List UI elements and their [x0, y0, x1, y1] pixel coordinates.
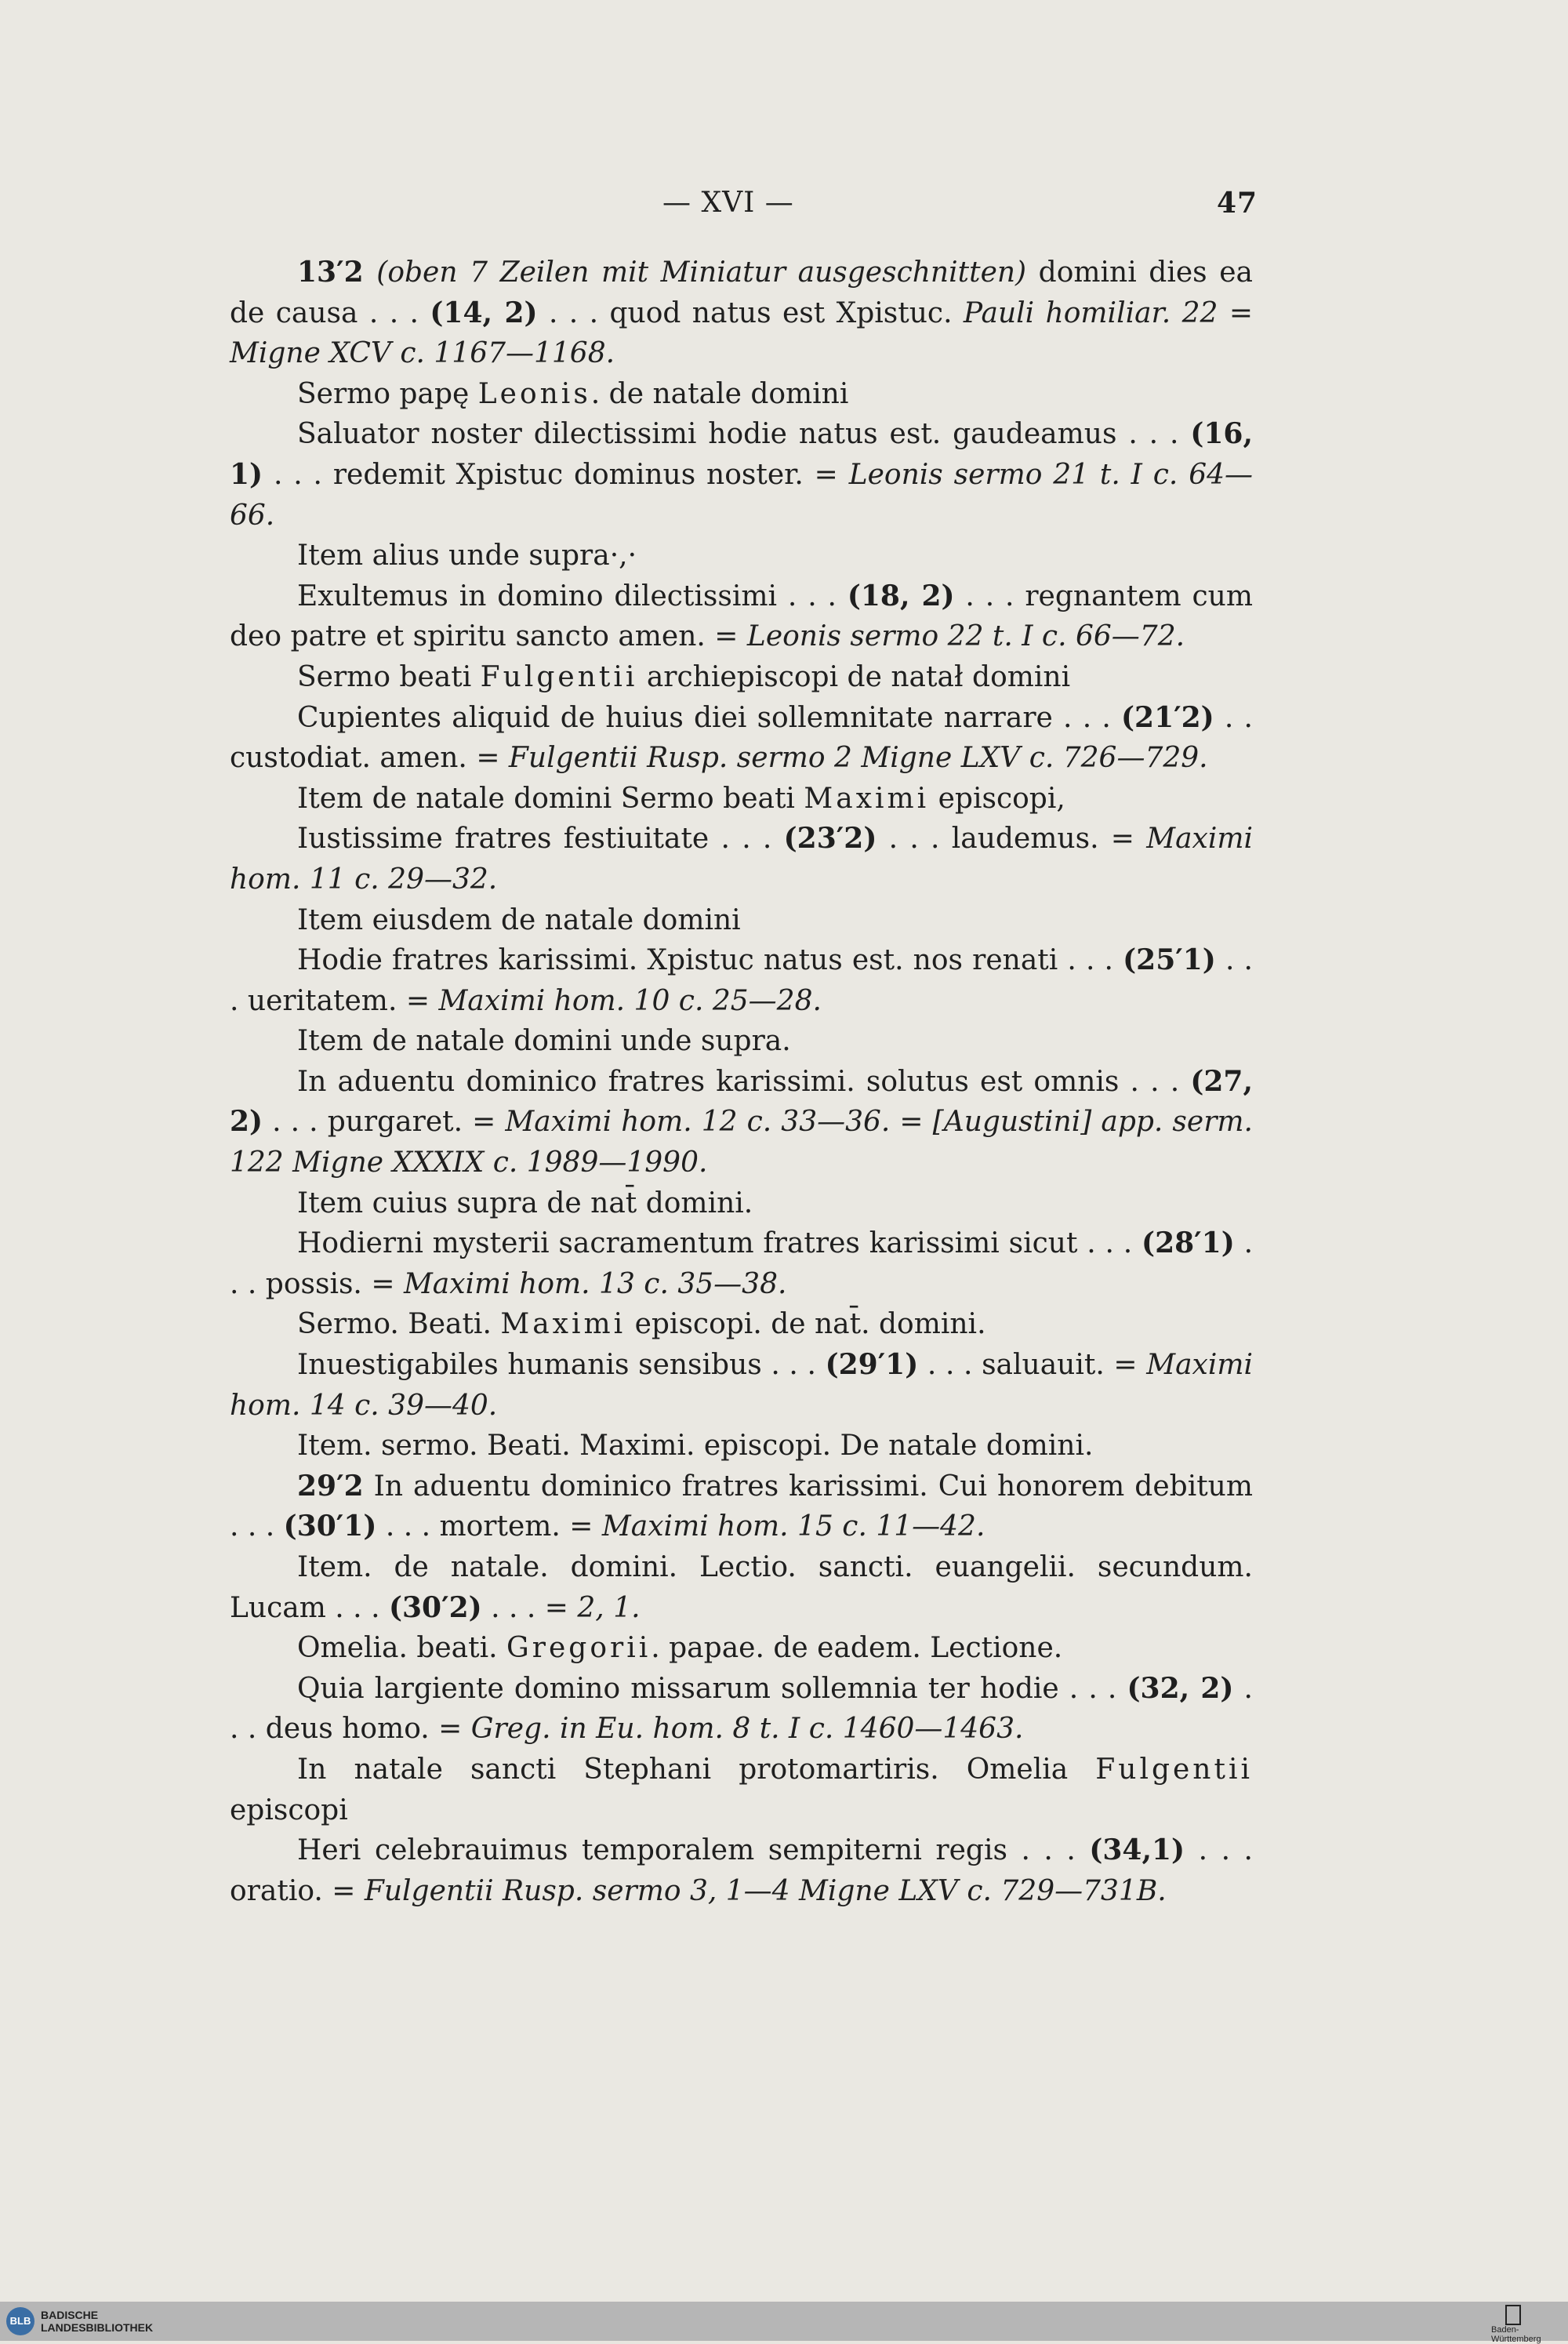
text-segment: . . . purgaret. =	[263, 1106, 506, 1139]
text-paragraph	[230, 1669, 1253, 1750]
library-name-line2: LANDESBIBLIOTHEK	[41, 2321, 154, 2334]
text-segment: episcopi,	[929, 782, 1065, 815]
text-segment: domini dies ea de causa . . .	[230, 256, 1253, 329]
text-segment: (18, 2)	[847, 579, 955, 612]
text-segment: Gregorii	[506, 1632, 652, 1665]
text-segment: Fulgentii Rusp. sermo 3, 1—4 Migne LXV c. 729—731B.	[364, 1874, 1167, 1907]
text-segment: . . . saluauit. =	[918, 1349, 1147, 1382]
text-paragraph	[230, 698, 1253, 779]
text-segment: (21′2)	[1120, 700, 1214, 734]
text-segment: Iustissime fratres festiuitate . . .	[297, 823, 784, 856]
text-segment: . de natale domini	[590, 377, 849, 410]
text-segment: (30′1)	[283, 1510, 377, 1543]
text-paragraph	[230, 1830, 1253, 1911]
text-paragraph	[230, 1223, 1253, 1304]
text-paragraph	[230, 1304, 1253, 1345]
text-segment: Maximi hom. 13 c. 35—38.	[403, 1267, 787, 1300]
text-segment: Maximi	[500, 1308, 626, 1341]
text-paragraph	[230, 1426, 1253, 1466]
text-segment: Maximi hom. 10 c. 25—28.	[438, 984, 822, 1017]
text-segment: Quia largiente domino missarum sollemnia ter hodie . . .	[297, 1672, 1127, 1705]
text-segment: . . . regnantem cum deo patre et spiritu sancto amen. =	[230, 580, 1254, 653]
text-paragraph	[230, 253, 1253, 374]
text-paragraph	[230, 819, 1253, 899]
coat-of-arms-icon	[1505, 2305, 1521, 2325]
text-segment: Sermo papę	[297, 377, 478, 410]
text-segment: In aduentu dominico fratres karissimi. Cui honorem debitum . . .	[230, 1470, 1253, 1543]
text-paragraph	[230, 374, 1253, 415]
text-segment: . . . possis. =	[230, 1227, 1254, 1300]
text-segment: (29′1)	[825, 1348, 919, 1382]
text-segment: 2, 1.	[577, 1591, 641, 1624]
text-segment: Item cuius supra de nat̄ domini.	[297, 1187, 753, 1219]
text-segment: Item de natale domini unde supra.	[297, 1025, 791, 1058]
blb-logo-icon[interactable]: BLB	[6, 2307, 34, 2335]
library-name	[41, 2309, 153, 2334]
text-segment: Item. de natale. domini. Lectio. sancti. euangelii. secundum. Lucam . . .	[230, 1551, 1253, 1624]
text-paragraph	[230, 900, 1253, 941]
text-segment: Maximi hom. 11 c. 29—32.	[230, 823, 1254, 896]
text-segment: Fulgentii Rusp. sermo 2 Migne LXV c. 726—729.	[508, 742, 1208, 775]
text-segment: . . . redemit Χpistuc dominus noster. =	[263, 458, 849, 491]
text-segment: Item alius unde supra·,·	[297, 540, 637, 572]
text-segment: In aduentu dominico fratres karissimi. solutus est omnis . . .	[297, 1065, 1191, 1098]
text-segment: (14, 2)	[430, 296, 538, 329]
text-segment: . . . oratio. =	[230, 1834, 1253, 1907]
text-segment: Item eiusdem de natale domini	[297, 903, 741, 936]
text-segment: Sermo. Beati.	[297, 1308, 501, 1341]
text-paragraph	[230, 940, 1253, 1021]
text-segment: Maximi hom. 12 c. 33—36. = [Augustini] app. serm. 122 Migne XXXIX c. 1989—1990.	[230, 1106, 1254, 1179]
text-segment: . . . laudemus. =	[877, 823, 1147, 856]
text-segment: Hodierni mysterii sacramentum fratres karissimi sicut . . .	[297, 1227, 1142, 1260]
text-segment: (oben 7 Zeilen mit Miniatur ausgeschnitten)	[376, 256, 1027, 289]
text-paragraph	[230, 576, 1253, 657]
text-segment: Saluator noster dilectissimi hodie natus est. gaudeamus . . .	[297, 418, 1191, 451]
text-segment: (27, 2)	[230, 1064, 1253, 1139]
text-segment: Item de natale domini Sermo beati	[297, 782, 804, 815]
text-segment: Inuestigabiles humanis sensibus . . .	[297, 1349, 826, 1382]
text-segment: . . . =	[481, 1591, 578, 1624]
body-text	[230, 253, 1253, 1911]
text-paragraph	[230, 536, 1253, 576]
text-segment: (23′2)	[783, 822, 877, 856]
text-segment: Maximi	[804, 782, 930, 815]
text-segment: Hodie fratres karissimi. Χpistuc natus est. nos renati . . .	[297, 944, 1123, 977]
text-paragraph	[230, 779, 1253, 819]
text-segment: archiepiscopi de natał domini	[637, 660, 1071, 693]
text-segment: . . . deus homo. =	[230, 1672, 1253, 1746]
text-segment: Maximi hom. 14 c. 39—40.	[230, 1349, 1253, 1422]
text-segment: Sermo beati	[297, 660, 481, 693]
text-segment: Heri celebrauimus temporalem sempiterni regis . . .	[297, 1834, 1090, 1867]
text-segment: Pauli homiliar. 22 = Migne XCV c. 1167—1168.	[230, 296, 1253, 370]
text-segment: episcopi. de nat̄. domini.	[626, 1308, 986, 1341]
state-label: Baden-Württemberg	[1491, 2325, 1541, 2344]
text-segment: Fulgentii	[1095, 1753, 1253, 1786]
text-segment: Exultemus in domino dilectissimi . . .	[297, 580, 848, 612]
text-segment: . . custodiat. amen. =	[230, 701, 1253, 775]
text-paragraph	[230, 1547, 1253, 1628]
running-head: — XVI —	[662, 187, 794, 219]
text-segment: (32, 2)	[1127, 1671, 1234, 1705]
text-segment: (25′1)	[1123, 943, 1216, 977]
text-segment: In natale sancti Stephani protomartiris. Omelia	[297, 1753, 1096, 1786]
text-paragraph	[230, 1021, 1253, 1062]
text-segment: Leonis	[477, 377, 591, 410]
text-segment: (28′1)	[1142, 1227, 1235, 1260]
text-segment: Item. sermo. Beati. Maximi. episcopi. De natale domini.	[297, 1430, 1094, 1463]
text-paragraph	[230, 1628, 1253, 1669]
text-segment: 13′2	[297, 256, 377, 289]
text-paragraph	[230, 1750, 1253, 1830]
text-paragraph	[230, 414, 1253, 536]
text-segment: Cupientes aliquid de huius diei sollemnitate narrare . . .	[297, 701, 1121, 734]
text-segment: . papae. de eadem. Lectione.	[651, 1632, 1063, 1665]
text-segment: . . . ueritatem. =	[230, 944, 1253, 1017]
library-name-line1: BADISCHE	[41, 2309, 99, 2321]
text-segment: . . . quod natus est Χpistuc.	[537, 296, 964, 329]
text-segment: (16, 1)	[230, 417, 1253, 491]
text-segment: (34,1)	[1089, 1833, 1185, 1867]
text-paragraph	[230, 1183, 1253, 1224]
text-paragraph	[230, 1062, 1253, 1183]
viewer-footer-bar	[0, 2302, 1568, 2344]
text-segment: Leonis sermo 21 t. I c. 64—66.	[230, 458, 1253, 532]
text-segment: . . . mortem. =	[376, 1510, 602, 1543]
text-segment: Leonis sermo 22 t. I c. 66—72.	[746, 620, 1185, 653]
text-paragraph	[230, 657, 1253, 698]
text-paragraph	[230, 1466, 1253, 1547]
text-segment: 29′2	[297, 1469, 364, 1503]
text-segment: episcopi	[230, 1793, 348, 1826]
page-number: 47	[1217, 187, 1258, 220]
text-paragraph	[230, 1345, 1253, 1426]
text-segment: Greg. in Eu. hom. 8 t. I c. 1460—1463.	[470, 1713, 1024, 1746]
text-segment: Omelia. beati.	[297, 1632, 507, 1665]
text-segment: (30′2)	[388, 1590, 482, 1624]
text-segment: Fulgentii	[480, 660, 638, 693]
text-segment: Maximi hom. 15 c. 11—42.	[601, 1510, 985, 1543]
